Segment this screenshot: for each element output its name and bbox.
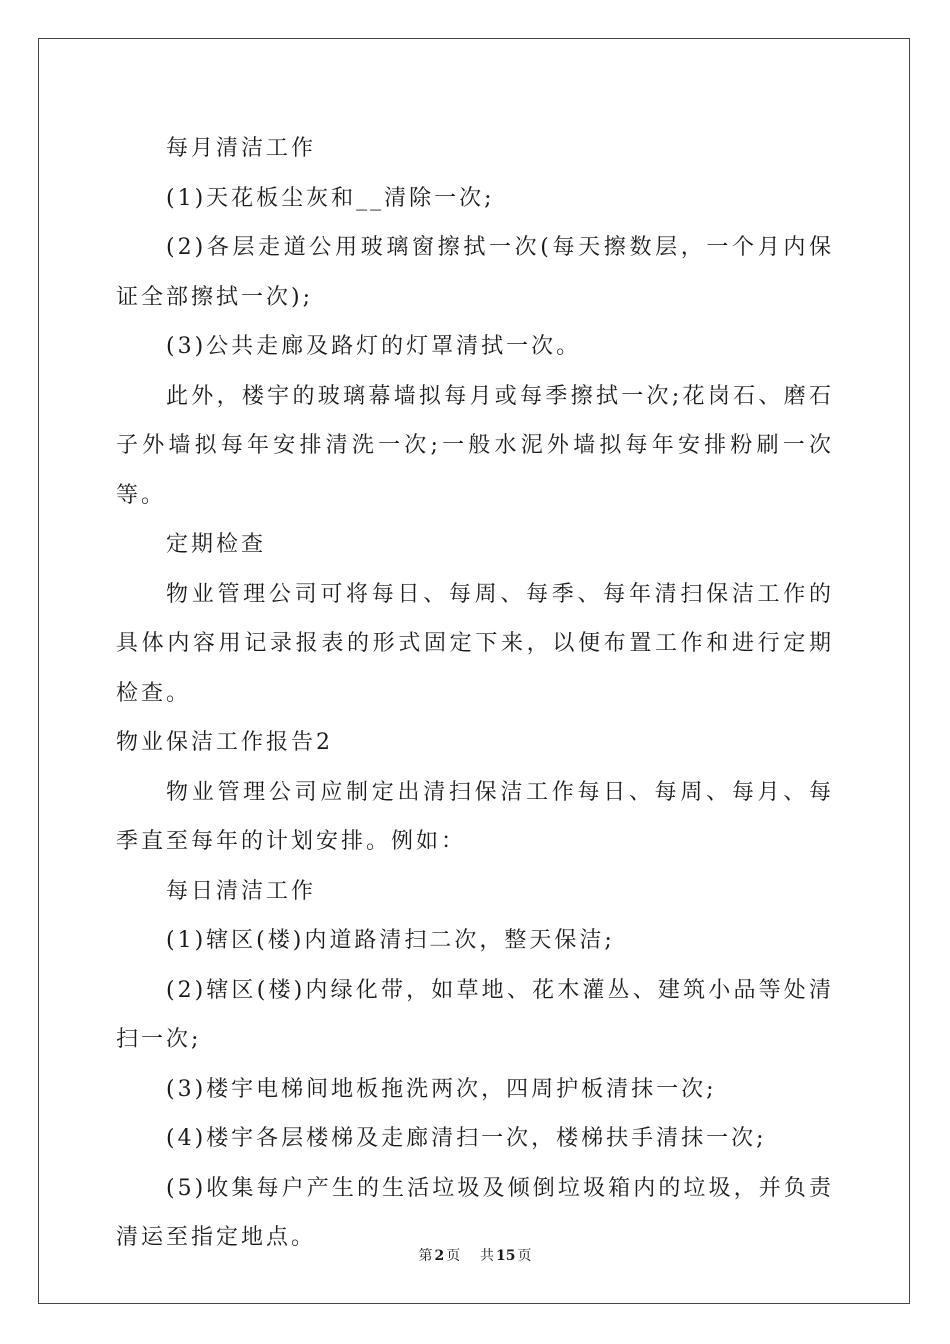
total-unit: 页 <box>517 1248 532 1264</box>
page-number: 2 <box>434 1248 445 1264</box>
total-pages: 15 <box>496 1248 516 1264</box>
paragraph-item: (1)辖区(楼)内道路清扫二次，整天保洁; <box>166 928 615 953</box>
page-unit: 页 <box>446 1248 461 1264</box>
heading-monthly-cleaning: 每月清洁工作 <box>166 136 317 161</box>
paragraph: 物业管理公司应制定出清扫保洁工作每日、每周、每月、每季直至每年的计划安排。例如： <box>116 779 834 854</box>
paragraph-item: (2)各层走道公用玻璃窗擦拭一次(每天擦数层，一个月内保证全部擦拭一次); <box>116 235 834 310</box>
paragraph-item: (5)收集每户产生的生活垃圾及倾倒垃圾箱内的垃圾，并负责清运至指定地点。 <box>116 1175 834 1250</box>
paragraph: 物业管理公司可将每日、每周、每季、每年清扫保洁工作的具体内容用记录报表的形式固定下来，以便布置工作和进行定期检查。 <box>116 581 834 706</box>
paragraph: 此外，楼宇的玻璃幕墙拟每月或每季擦拭一次;花岗石、磨石子外墙拟每年安排清洗一次;一般水泥外墙拟每年安排粉刷一次等。 <box>116 383 834 508</box>
document-body <box>116 124 834 1263</box>
paragraph-item: (3)公共走廊及路灯的灯罩清拭一次。 <box>166 334 582 359</box>
paragraph-item: (2)辖区(楼)内绿化带，如草地、花木灌丛、建筑小品等处清扫一次; <box>116 977 834 1052</box>
heading-periodic-inspection: 定期检查 <box>166 532 267 557</box>
paragraph-item: (4)楼宇各层楼梯及走廊清扫一次，楼梯扶手清抹一次; <box>166 1126 767 1151</box>
paragraph-item: (3)楼宇电梯间地板拖洗两次，四周护板清抹一次; <box>166 1076 717 1102</box>
page-prefix: 第 <box>418 1248 433 1264</box>
paragraph-item: (1)天花板尘灰和__清除一次; <box>166 185 495 211</box>
section-title: 物业保洁工作报告2 <box>116 730 333 755</box>
heading-daily-cleaning: 每日清洁工作 <box>166 878 317 904</box>
total-prefix: 共 <box>480 1248 495 1264</box>
page-footer <box>0 1245 950 1265</box>
